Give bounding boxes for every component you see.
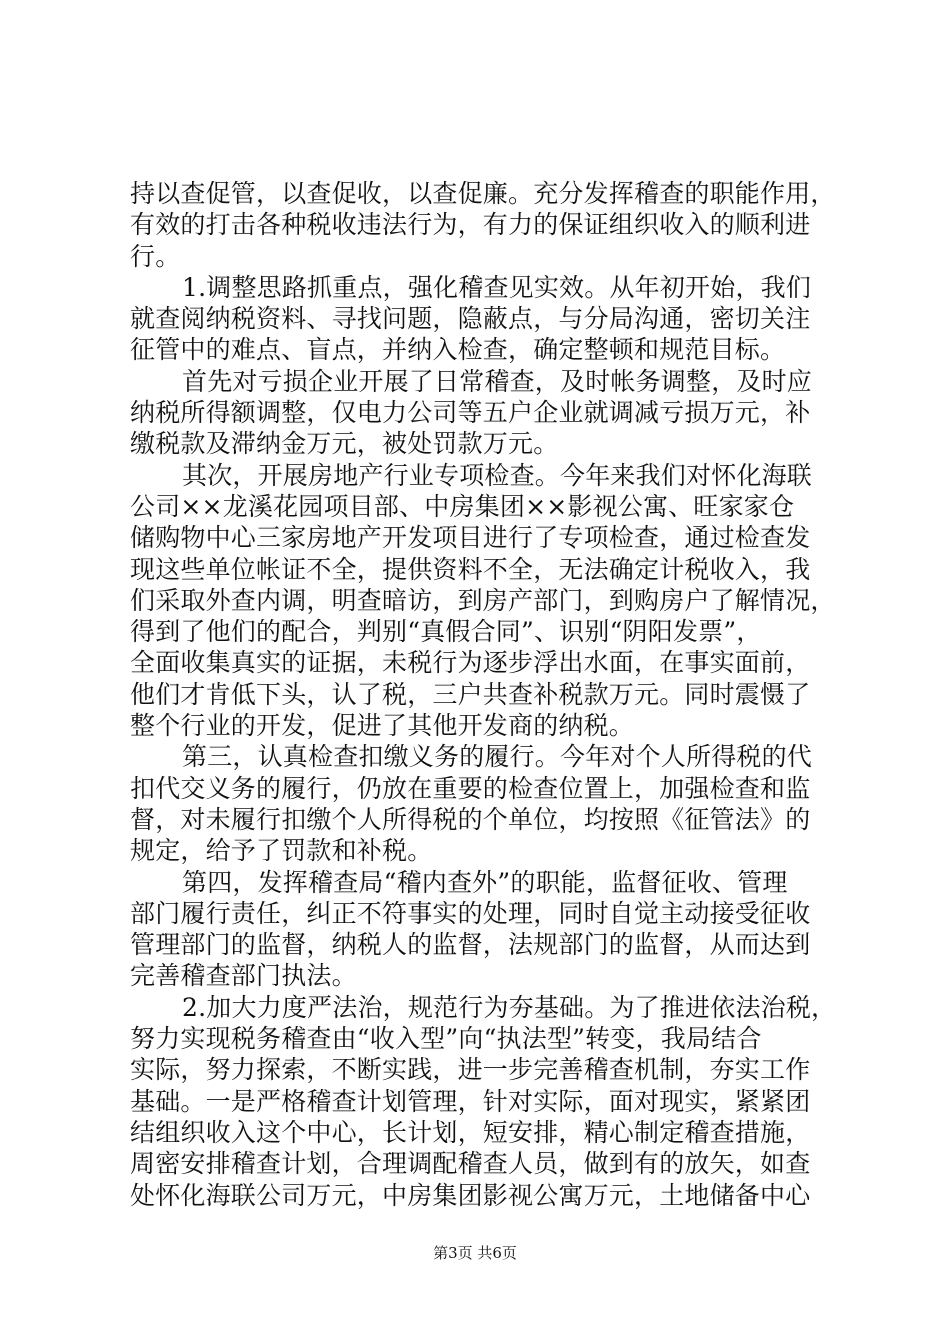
text-line: 1.调整思路抓重点，强化稽查见实效。从年初开始，我们 <box>182 272 812 302</box>
text-line: 纳税所得额调整，仅电力公司等五户企业就调减亏损万元，补 <box>130 398 811 428</box>
text-line: 完善稽查部门执法。 <box>130 961 357 991</box>
text-line: 周密安排稽查计划，合理调配稽查人员，做到有的放矢，如查 <box>130 1149 811 1179</box>
text-line: 处怀化海联公司万元，中房集团影视公寓万元，土地储备中心 <box>130 1180 811 1210</box>
paragraph <box>130 178 835 272</box>
text-line: 有效的打击各种税收违法行为，有力的保证组织收入的顺利进 <box>130 210 811 240</box>
text-line: 他们才肯低下头，认了税，三户共查补税款万元。同时震慑了 <box>130 679 811 709</box>
text-line: 储购物中心三家房地产开发项目进行了专项检查，通过检查发 <box>130 523 811 553</box>
paragraph <box>130 741 835 866</box>
text-line: 全面收集真实的证据，未税行为逐步浮出水面，在事实面前， <box>130 648 811 678</box>
text-line: 得到了他们的配合，判别“真假合同”、识别“阴阳发票”， <box>130 617 762 647</box>
text-line: 行。 <box>130 241 181 271</box>
text-line: 整个行业的开发，促进了其他开发商的纳税。 <box>130 711 635 741</box>
text-line: 扣代交义务的履行，仍放在重要的检查位置上，加强检查和监 <box>130 773 811 803</box>
paragraph <box>130 460 835 742</box>
text-line: 2.加大力度严法治，规范行为夯基础。为了推进依法治税， <box>182 992 837 1022</box>
text-line: 现这些单位帐证不全，提供资料不全，无法确定计税收入，我 <box>130 554 811 584</box>
text-line: 督，对未履行扣缴个人所得税的个单位，均按照《征管法》的 <box>130 804 811 834</box>
body-text <box>130 178 835 1211</box>
text-line: 管理部门的监督，纳税人的监督，法规部门的监督，从而达到 <box>130 930 811 960</box>
text-line: 公司××龙溪花园项目部、中房集团××影视公寓、旺家家仓 <box>130 491 795 521</box>
paragraph <box>130 992 835 1211</box>
paragraph <box>130 272 835 366</box>
text-line: 结组织收入这个中心，长计划，短安排，精心制定稽查措施， <box>130 1117 811 1147</box>
text-line: 就查阅纳税资料、寻找问题，隐蔽点，与分局沟通，密切关注 <box>130 304 811 334</box>
text-line: 缴税款及滞纳金万元，被处罚款万元。 <box>130 429 559 459</box>
text-line: 努力实现税务稽查由“收入型”向“执法型”转变，我局结合 <box>130 1024 762 1054</box>
paragraph <box>130 867 835 992</box>
text-line: 规定，给予了罚款和补税。 <box>130 836 433 866</box>
text-line: 第三，认真检查扣缴义务的履行。今年对个人所得税的代 <box>182 742 813 772</box>
paragraph <box>130 366 835 460</box>
text-line: 征管中的难点、盲点，并纳入检查，确定整顿和规范目标。 <box>130 335 786 365</box>
text-line: 第四，发挥稽查局“稽内查外”的职能，监督征收、管理 <box>182 867 788 897</box>
text-line: 部门履行责任，纠正不符事实的处理，同时自觉主动接受征收 <box>130 898 811 928</box>
text-line: 持以查促管，以查促收，以查促廉。充分发挥稽查的职能作用， <box>130 179 836 208</box>
text-line: 首先对亏损企业开展了日常稽查，及时帐务调整，及时应 <box>182 366 813 396</box>
page-number-footer: 第3页 共6页 <box>433 1244 517 1262</box>
text-line: 其次，开展房地产行业专项检查。今年来我们对怀化海联 <box>182 460 813 490</box>
text-line: 们采取外查内调，明查暗访，到房产部门，到购房户了解情况， <box>130 585 836 615</box>
text-line: 实际，努力探索，不断实践，进一步完善稽查机制，夯实工作 <box>130 1055 811 1085</box>
text-line: 基础。一是严格稽查计划管理，针对实际，面对现实，紧紧团 <box>130 1086 811 1116</box>
